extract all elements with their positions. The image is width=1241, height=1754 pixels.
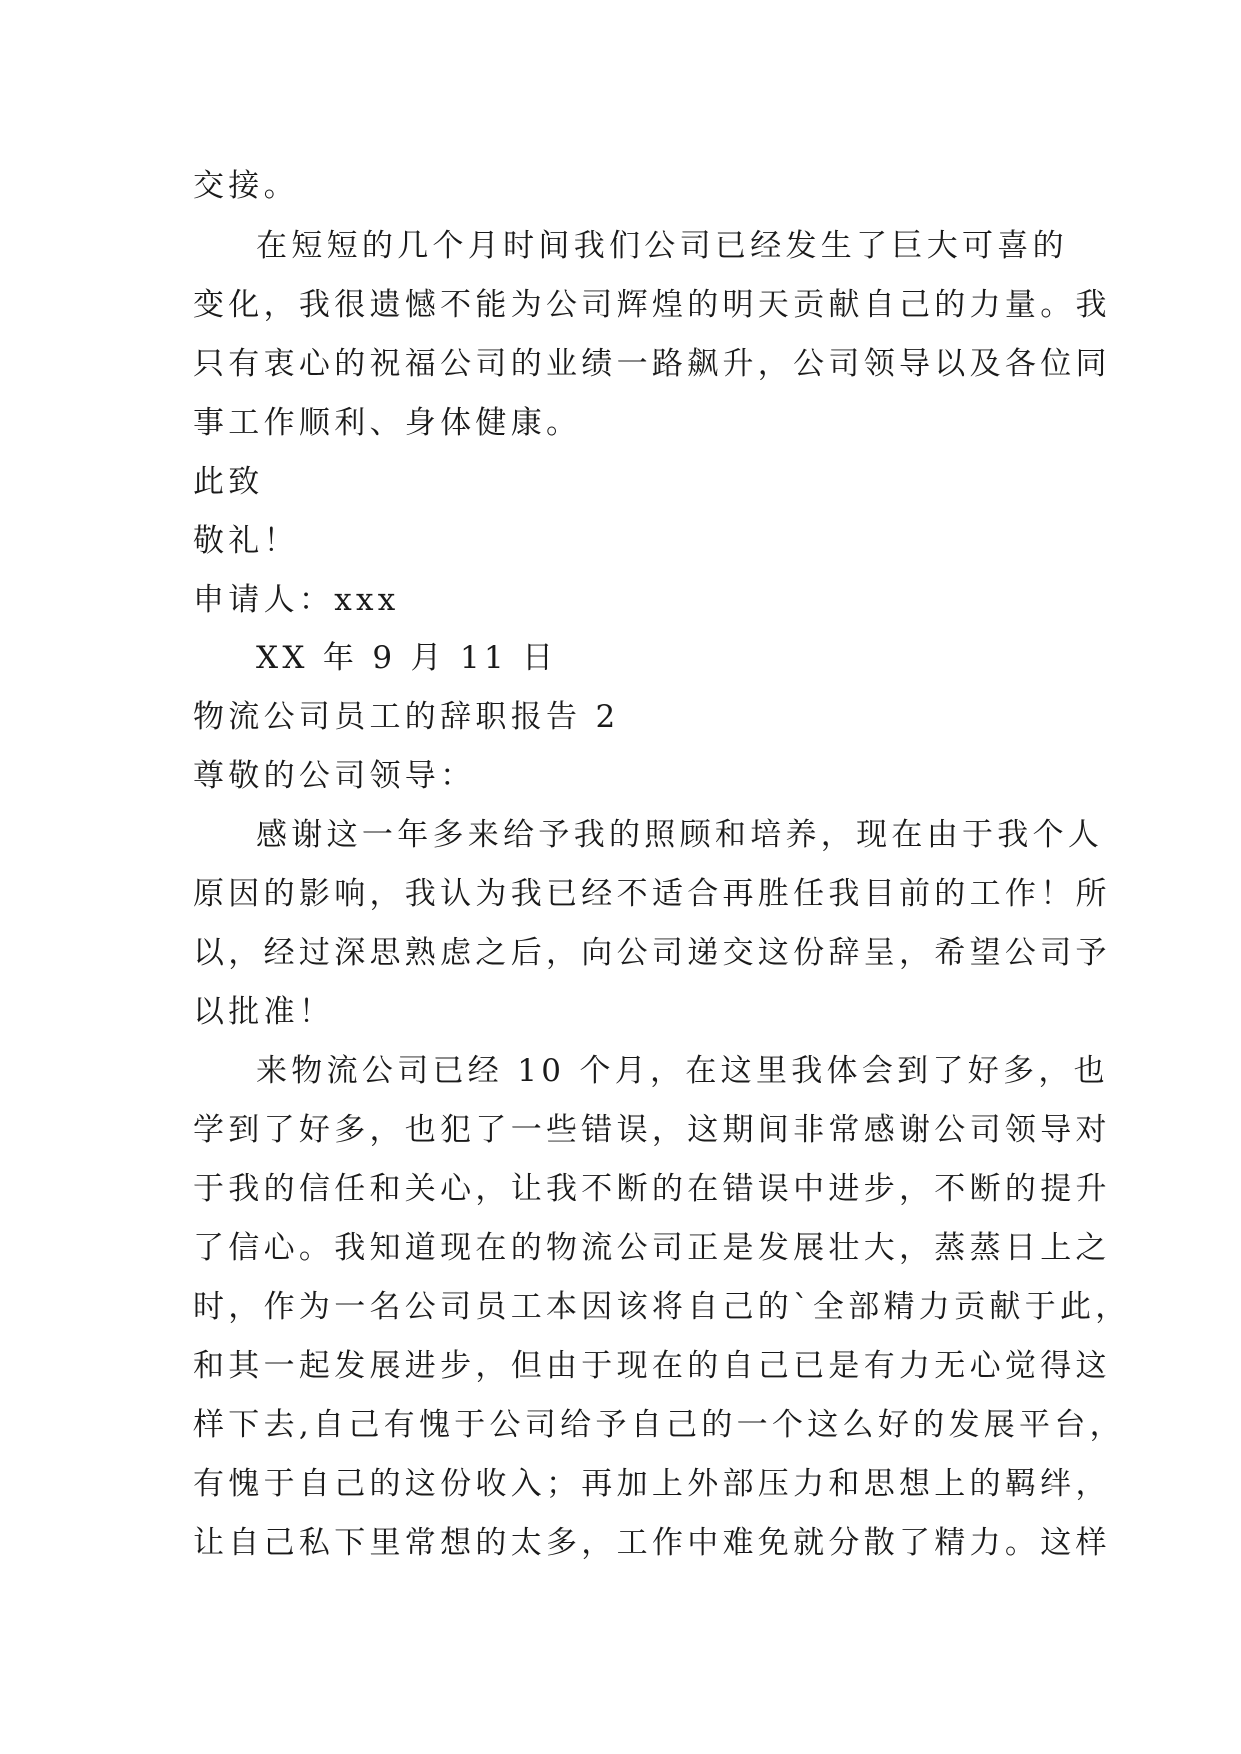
paragraph-first-line: 来物流公司已经 10 个月，在这里我体会到了好多，也 — [256, 1053, 1109, 1089]
salutation: 敬礼！ — [193, 523, 299, 559]
text-line: 交接。 — [193, 168, 299, 204]
text-line: 时，作为一名公司员工本因该将自己的`全部精力贡献于此， — [193, 1289, 1131, 1325]
paragraph-first-line: 在短短的几个月时间我们公司已经发生了巨大可喜的 — [256, 228, 1068, 264]
text-line: 变化，我很遗憾不能为公司辉煌的明天贡献自己的力量。我 — [193, 287, 1111, 323]
text-line: 了信心。我知道现在的物流公司正是发展壮大，蒸蒸日上之 — [193, 1230, 1111, 1266]
paragraph-first-line: 感谢这一年多来给予我的照顾和培养，现在由于我个人 — [256, 817, 1104, 853]
applicant-signature: 申请人：xxx — [193, 582, 400, 618]
text-line: 原因的影响，我认为我已经不适合再胜任我目前的工作！所 — [193, 876, 1111, 912]
text-line: 样下去,自己有愧于公司给予自己的一个这么好的发展平台， — [193, 1407, 1125, 1443]
text-line: 于我的信任和关心，让我不断的在错误中进步，不断的提升 — [193, 1171, 1111, 1207]
closing-phrase: 此致 — [193, 464, 264, 500]
text-line: 只有衷心的祝福公司的业绩一路飙升，公司领导以及各位同 — [193, 346, 1111, 382]
text-line: 有愧于自己的这份收入；再加上外部压力和思想上的羁绊， — [193, 1466, 1111, 1502]
section-title: 物流公司员工的辞职报告 2 — [193, 699, 620, 735]
date-line: XX 年 9 月 11 日 — [256, 640, 558, 676]
text-line: 事工作顺利、身体健康。 — [193, 405, 582, 441]
text-line: 以批准！ — [193, 994, 335, 1030]
greeting: 尊敬的公司领导： — [193, 758, 476, 794]
text-line: 让自己私下里常想的太多，工作中难免就分散了精力。这样 — [193, 1525, 1111, 1561]
text-line: 和其一起发展进步，但由于现在的自己已是有力无心觉得这 — [193, 1348, 1111, 1384]
text-line: 以，经过深思熟虑之后，向公司递交这份辞呈，希望公司予 — [193, 935, 1111, 971]
text-line: 学到了好多，也犯了一些错误，这期间非常感谢公司领导对 — [193, 1112, 1111, 1148]
